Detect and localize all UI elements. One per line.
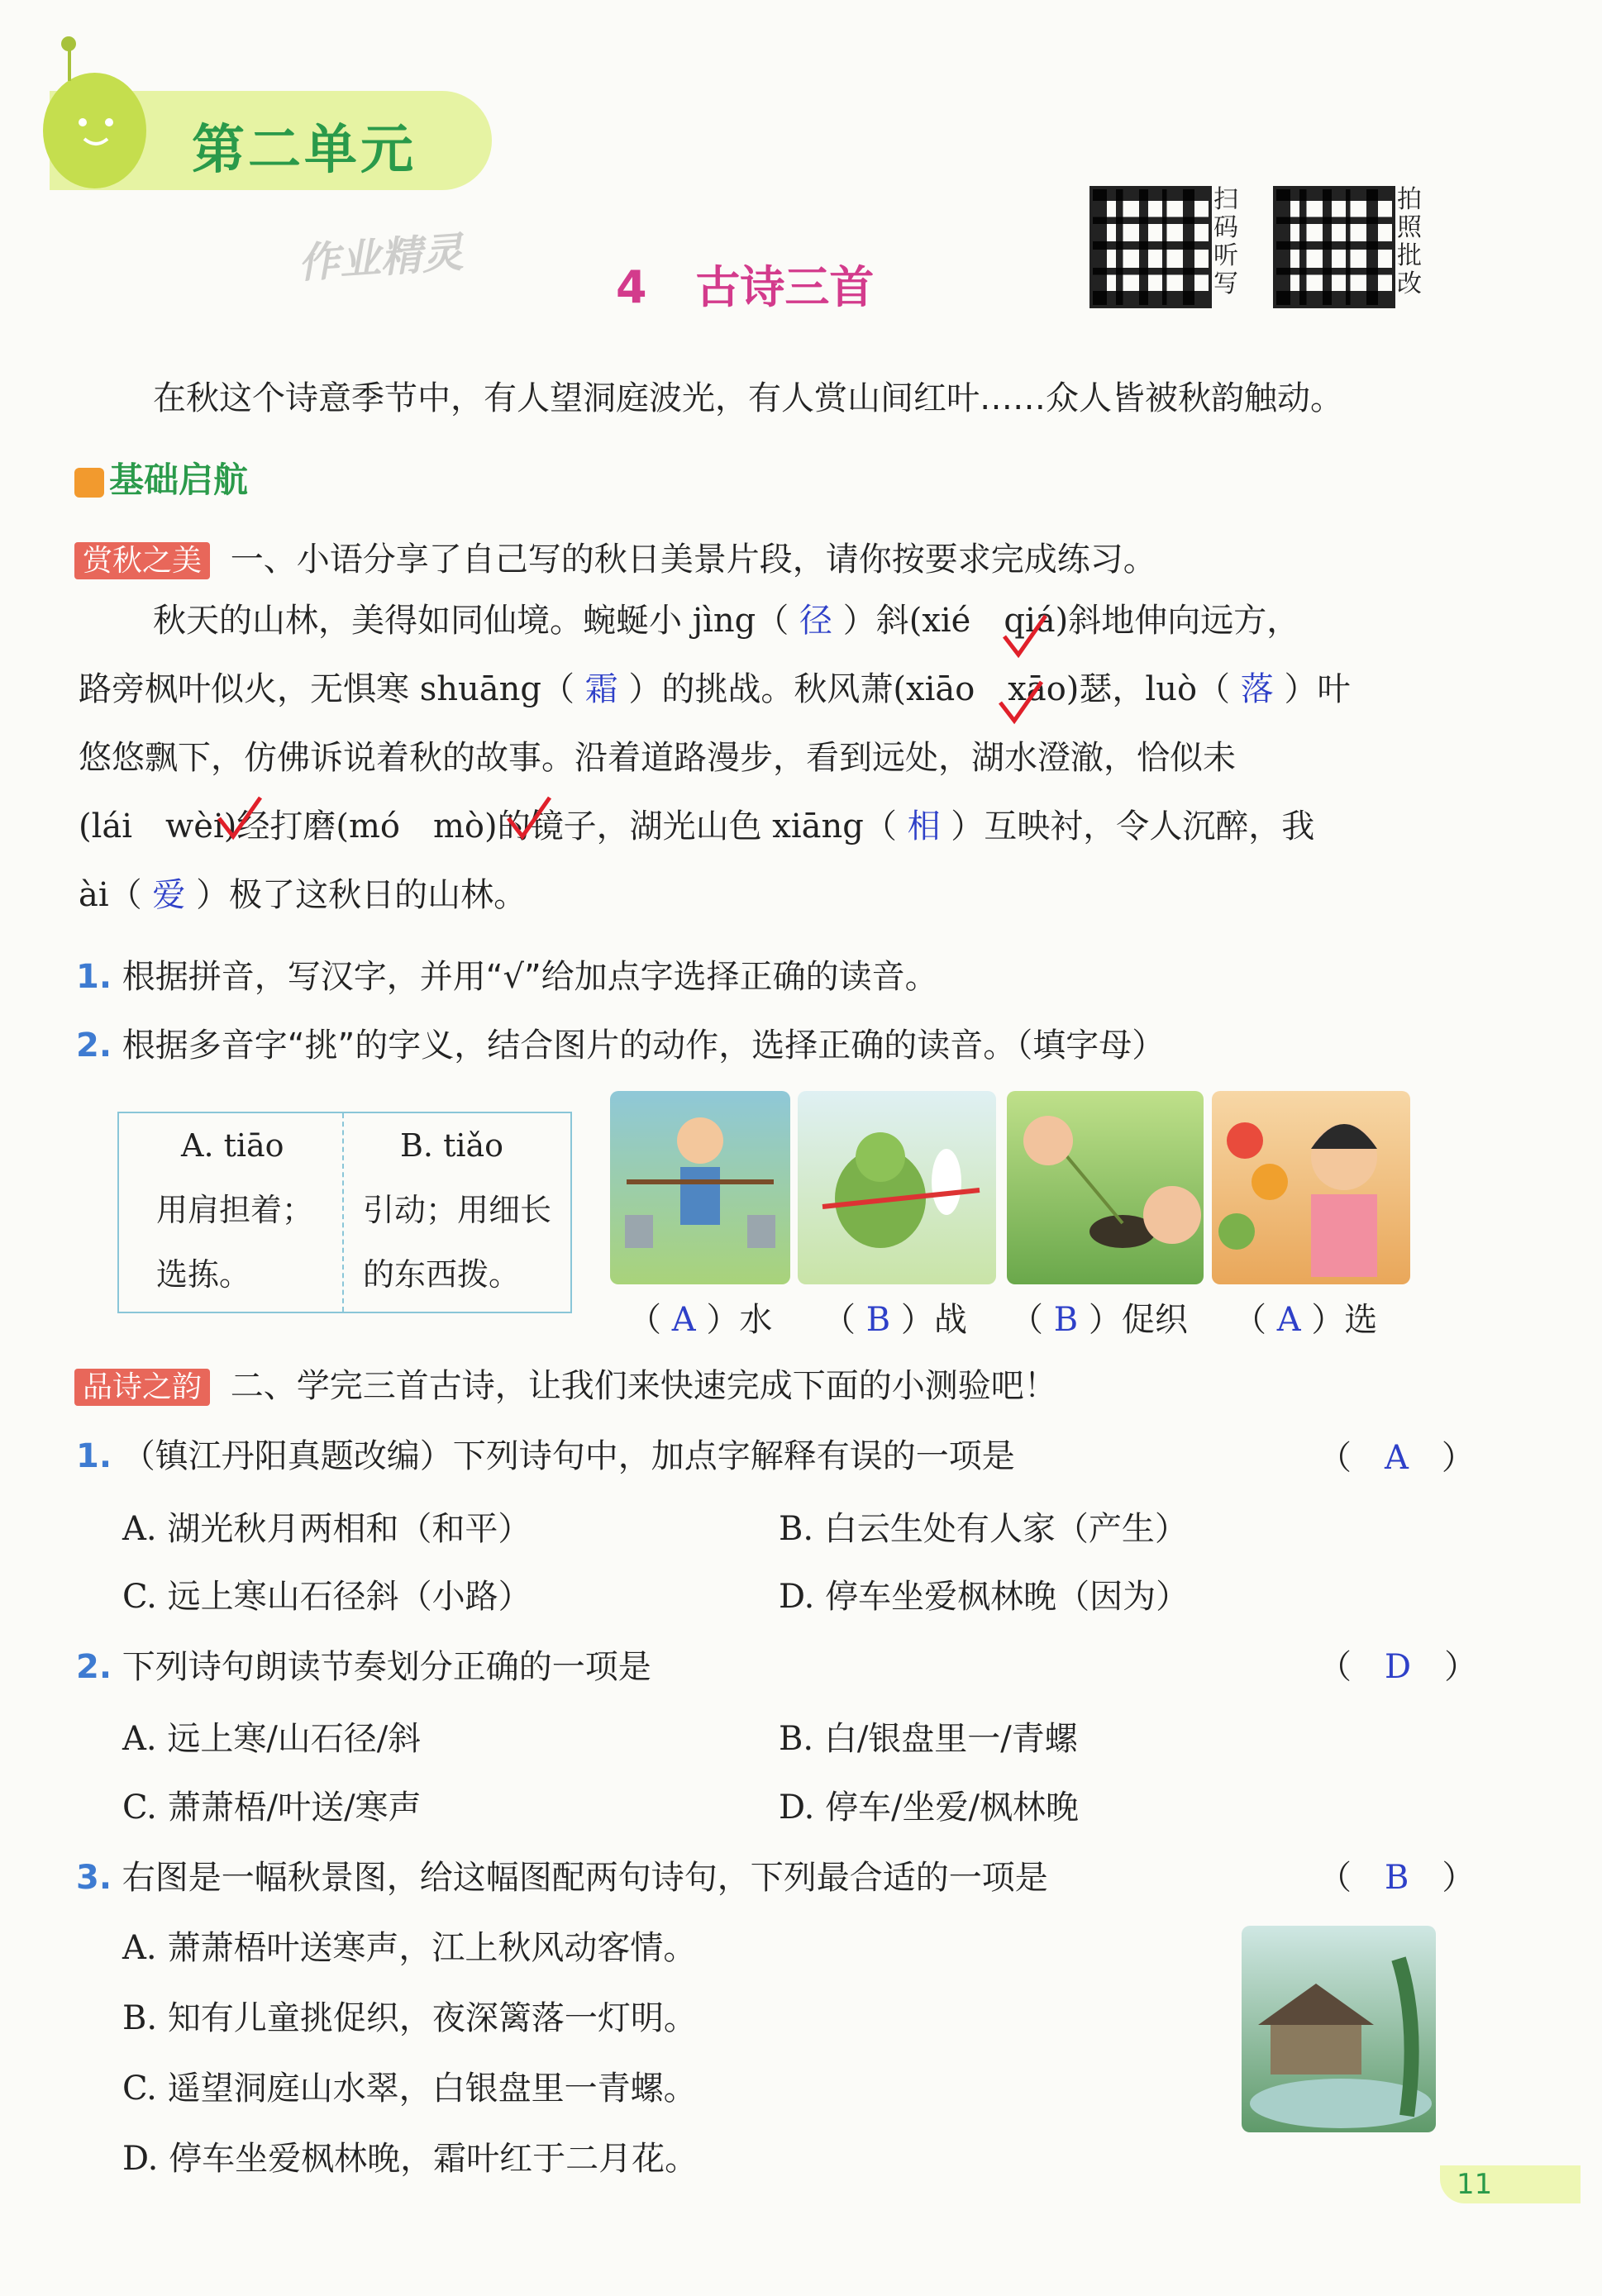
q1-option-d[interactable]: D. 停车坐爱枫林晚（因为） [779,1578,1190,1616]
q2-option-b[interactable]: B. 白/银盘里一/青螺 [779,1720,1078,1758]
pronunciation-table [117,1112,572,1313]
picture-answer-4: （ A ）选 [1233,1301,1378,1339]
para-line-1: 秋天的山林，美得如同仙境。蜿蜒小 jìng（ 径 ）斜(xié qiá)斜地伸向远方， [153,602,1300,640]
qr-label-listen: 扫码听写 [1213,185,1238,298]
watermark: 作业精灵 [296,228,465,288]
q3-option-b[interactable]: B. 知有儿童挑促织，夜深篱落一灯明。 [122,1999,697,2037]
q3-option-a[interactable]: A. 萧萧梧叶送寒声，江上秋风动客情。 [122,1929,697,1967]
sub-question-2: 2. 根据多音字“挑”的字义，结合图片的动作，选择正确的读音。（填字母） [76,1027,1166,1065]
sub-question-1: 1. 根据拼音，写汉字，并用“√”给加点字选择正确的读音。 [76,958,938,996]
picture-autumn-scene [1242,1926,1436,2132]
intro-text: 在秋这个诗意季节中，有人望洞庭波光，有人赏山间红叶……众人皆被秋韵触动。 [153,379,1343,417]
picture-answer-3: （ B ）促织 [1010,1301,1188,1339]
q2-option-c[interactable]: C. 萧萧梧/叶送/寒声 [122,1789,422,1827]
q1-option-a[interactable]: A. 湖光秋月两相和（和平） [122,1510,532,1548]
anchor-icon [74,468,104,498]
picture-answer-2: （ B ）战 [822,1301,967,1339]
unit-title: 第二单元 [192,120,417,181]
q2-option-a[interactable]: A. 远上寒/山石径/斜 [122,1720,422,1758]
picture-boy-carrying-water [610,1091,790,1284]
quiz-answer-1[interactable]: （ A ） [1318,1439,1475,1477]
check-mark-icon [1000,612,1050,661]
tag-poem-charm: 品诗之韵 [74,1369,210,1406]
para-line-3: 悠悠飘下，仿佛诉说着秋的故事。沿着道路漫步，看到远处，湖水澄澈，恰似未 [79,739,1236,777]
exercise-two-heading: 品诗之韵 二、学完三首古诗，让我们来快速完成下面的小测验吧！ [74,1360,1057,1407]
lesson-title [616,252,874,316]
option-a-cell: A. tiāo 用肩担着； 选拣。 [156,1127,314,1293]
picture-answer-1: （ A ）水 [628,1301,773,1339]
check-mark-icon [215,793,265,843]
check-mark-icon [504,793,554,843]
qr-label-grade: 拍照批改 [1397,185,1422,298]
answer-ai[interactable]: 爱 [152,876,186,914]
lesson-number: 4 [616,261,647,313]
qr-code-listen[interactable] [1089,186,1212,308]
q3-option-c[interactable]: C. 遥望洞庭山水翠，白银盘里一青螺。 [122,2070,697,2108]
quiz-question-1: 1. （镇江丹阳真题改编）下列诗句中，加点字解释有误的一项是 [76,1437,1015,1475]
answer-jing[interactable]: 径 [799,602,832,640]
lesson-name: 古诗三首 [695,261,875,313]
picture-turtle-race [798,1091,996,1284]
qr-code-grade[interactable] [1273,186,1395,308]
autumn-paragraph [79,587,1442,930]
quiz-answer-2[interactable]: （ D ） [1318,1648,1478,1686]
mascot-icon [43,73,146,188]
q3-option-d[interactable]: D. 停车坐爱枫林晚，霜叶红于二月花。 [122,2140,698,2178]
check-mark-icon [996,678,1046,727]
option-b-cell: B. tiǎo 引动；用细长 的东西拨。 [363,1127,552,1293]
tag-autumn-beauty: 赏秋之美 [74,542,210,579]
exercise-one-heading: 赏秋之美 一、小语分享了自己写的秋日美景片段，请你按要求完成练习。 [74,533,1156,580]
answer-luo[interactable]: 落 [1240,670,1274,708]
quiz-question-3: 3. 右图是一幅秋景图，给这幅图配两句诗句，下列最合适的一项是 [76,1859,1048,1897]
page-number: 11 [1440,2165,1581,2203]
para-line-4: (lái wèi)经打磨(mó mò)的镜子，湖光山色 xiāng（ 相 ）互映衬，令人沉醉，我 [79,807,1315,846]
para-line-2: 路旁枫叶似火，无惧寒 shuāng（ 霜 ）的挑战。秋风萧(xiāo xāo)瑟，luò（ 落 ）叶 [79,670,1351,708]
picture-cricket [1007,1091,1204,1284]
quiz-question-2: 2. 下列诗句朗读节奏划分正确的一项是 [76,1648,651,1686]
q1-option-c[interactable]: C. 远上寒山石径斜（小路） [122,1578,532,1616]
q2-option-d[interactable]: D. 停车/坐爱/枫林晚 [779,1789,1080,1827]
section-basic: 基础启航 [74,453,248,503]
para-line-5: ài（ 爱 ）极了这秋日的山林。 [79,876,527,914]
quiz-answer-3[interactable]: （ B ） [1318,1859,1476,1897]
answer-shuang[interactable]: 霜 [584,670,618,708]
picture-girl-choosing-fruit [1212,1091,1410,1284]
answer-xiang[interactable]: 相 [907,807,941,846]
q1-option-b[interactable]: B. 白云生处有人家（产生） [779,1510,1188,1548]
